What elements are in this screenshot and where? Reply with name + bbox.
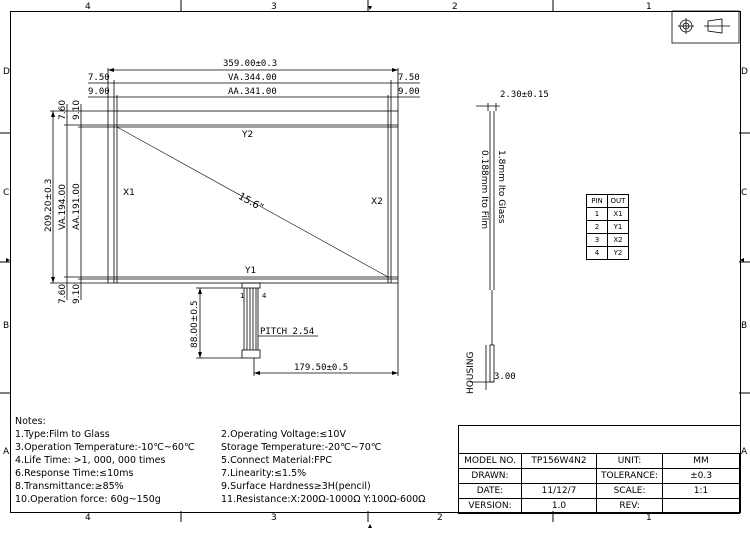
pin-out: Y2	[608, 247, 629, 260]
zone-left-c: C	[3, 188, 10, 198]
note-item: 7.Linearity:≤1.5%	[221, 468, 307, 479]
dim-bottom-inner: 9.10	[72, 283, 82, 304]
drawn-label: DRAWN:	[459, 469, 522, 484]
model-no-label: MODEL NO.	[459, 454, 522, 469]
side-housing-label: HOUSING	[466, 351, 476, 394]
note-item: Storage Temperature:-20℃~70℃	[221, 442, 382, 453]
zone-top-4: 4	[85, 2, 91, 12]
dim-bottom-outer: 7.60	[58, 283, 68, 304]
side-glass-label: 1.8mm Ito Glass	[496, 150, 506, 224]
version-label: VERSION:	[459, 499, 522, 514]
pin-number: 4	[587, 247, 608, 260]
pin-out: X1	[608, 208, 629, 221]
note-item: 9.Surface Hardness≥3H(pencil)	[221, 481, 371, 492]
scale-label: SCALE:	[597, 484, 663, 499]
version-value: 1.0	[522, 499, 597, 514]
zone-top-3: 3	[271, 2, 277, 12]
zone-left-a: A	[3, 447, 10, 457]
dim-va-width: VA.344.00	[228, 73, 277, 83]
date-value: 11/12/7	[522, 484, 597, 499]
note-item: 2.Operating Voltage:≤10V	[221, 429, 346, 440]
title-block	[458, 453, 740, 514]
unit-value: MM	[663, 454, 740, 469]
zone-top-1: 1	[646, 2, 652, 12]
side-film-label: 0.188mm Ito Film	[479, 150, 489, 230]
zone-right-d: D	[741, 67, 748, 77]
pin-number: 2	[587, 221, 608, 234]
diagonal-size-label: 15.6"	[236, 191, 265, 214]
title-block-top	[458, 425, 741, 454]
note-item: 4.Life Time: >1, 000, 000 times	[15, 455, 166, 466]
fpc-pin-last: 4	[262, 292, 267, 300]
zone-right-c: C	[741, 188, 748, 198]
pin-number: 1	[587, 208, 608, 221]
dim-left-inner: 9.00	[88, 87, 110, 97]
pin-row	[587, 208, 629, 221]
pin-row	[587, 234, 629, 247]
zone-right-a: A	[741, 447, 748, 457]
notes-heading: Notes:	[15, 416, 46, 427]
dim-aa-width: AA.341.00	[228, 87, 277, 97]
rev-value	[663, 499, 740, 514]
dim-tail-offset: 179.50±0.5	[294, 363, 349, 373]
dim-top-inner: 9.10	[72, 99, 82, 120]
zone-bottom-2: 2	[437, 513, 443, 523]
label-x2: X2	[371, 197, 383, 207]
unit-label: UNIT:	[597, 454, 663, 469]
label-y1: Y1	[245, 266, 257, 276]
dim-right-outer: 7.50	[398, 73, 420, 83]
dim-right-inner: 9.00	[398, 87, 420, 97]
zone-left-d: D	[3, 67, 10, 77]
side-housing-dim: 3.00	[494, 372, 516, 382]
tolerance-label: TOLERANCE:	[597, 469, 663, 484]
pin-row	[587, 221, 629, 234]
note-item: 5.Connect Material:FPC	[221, 455, 332, 466]
note-item: 8.Transmittance:≥85%	[15, 481, 124, 492]
note-item: 1.Type:Film to Glass	[15, 429, 110, 440]
note-item: 6.Response Time:≤10ms	[15, 468, 134, 479]
title-row	[459, 499, 740, 514]
note-item: 3.Operation Temperature:-10℃~60℃	[15, 442, 195, 453]
zone-right-b: B	[741, 321, 748, 331]
dim-overall-height: 209.20±0.3	[44, 178, 54, 232]
pin-number: 3	[587, 234, 608, 247]
rev-label: REV:	[597, 499, 663, 514]
fpc-pin-first: 1	[240, 292, 245, 300]
pin-out: Y1	[608, 221, 629, 234]
tolerance-value: ±0.3	[663, 469, 740, 484]
pitch-label: PITCH 2.54	[260, 327, 315, 337]
pin-table	[586, 194, 629, 260]
dim-va-height: VA.194.00	[58, 184, 68, 230]
dim-tail-length: 88.00±0.5	[190, 300, 200, 348]
pin-out: X2	[608, 234, 629, 247]
title-row	[459, 454, 740, 469]
dim-aa-height: AA.191.00	[72, 183, 82, 230]
label-y2: Y2	[242, 130, 254, 140]
drawn-value	[522, 469, 597, 484]
note-item: 11.Resistance:X:200Ω-1000Ω Y:100Ω-600Ω	[221, 494, 426, 505]
dim-overall-width: 359.00±0.3	[223, 59, 278, 69]
side-thickness: 2.30±0.15	[500, 90, 549, 100]
title-row	[459, 484, 740, 499]
pin-header: PIN	[587, 195, 608, 208]
out-header: OUT	[608, 195, 629, 208]
dim-top-outer: 7.60	[58, 99, 68, 120]
title-row	[459, 469, 740, 484]
zone-top-2: 2	[452, 2, 458, 12]
zone-bottom-3: 3	[271, 513, 277, 523]
pin-row	[587, 247, 629, 260]
label-x1: X1	[123, 188, 135, 198]
zone-bottom-1: 1	[646, 513, 652, 523]
date-label: DATE:	[459, 484, 522, 499]
dim-left-outer: 7.50	[88, 73, 110, 83]
scale-value: 1:1	[663, 484, 740, 499]
model-no-value: TP156W4N2	[522, 454, 597, 469]
pin-table-header	[587, 195, 629, 208]
note-item: 10.Operation force: 60g~150g	[15, 494, 161, 505]
zone-left-b: B	[3, 321, 10, 331]
zone-bottom-4: 4	[85, 513, 91, 523]
